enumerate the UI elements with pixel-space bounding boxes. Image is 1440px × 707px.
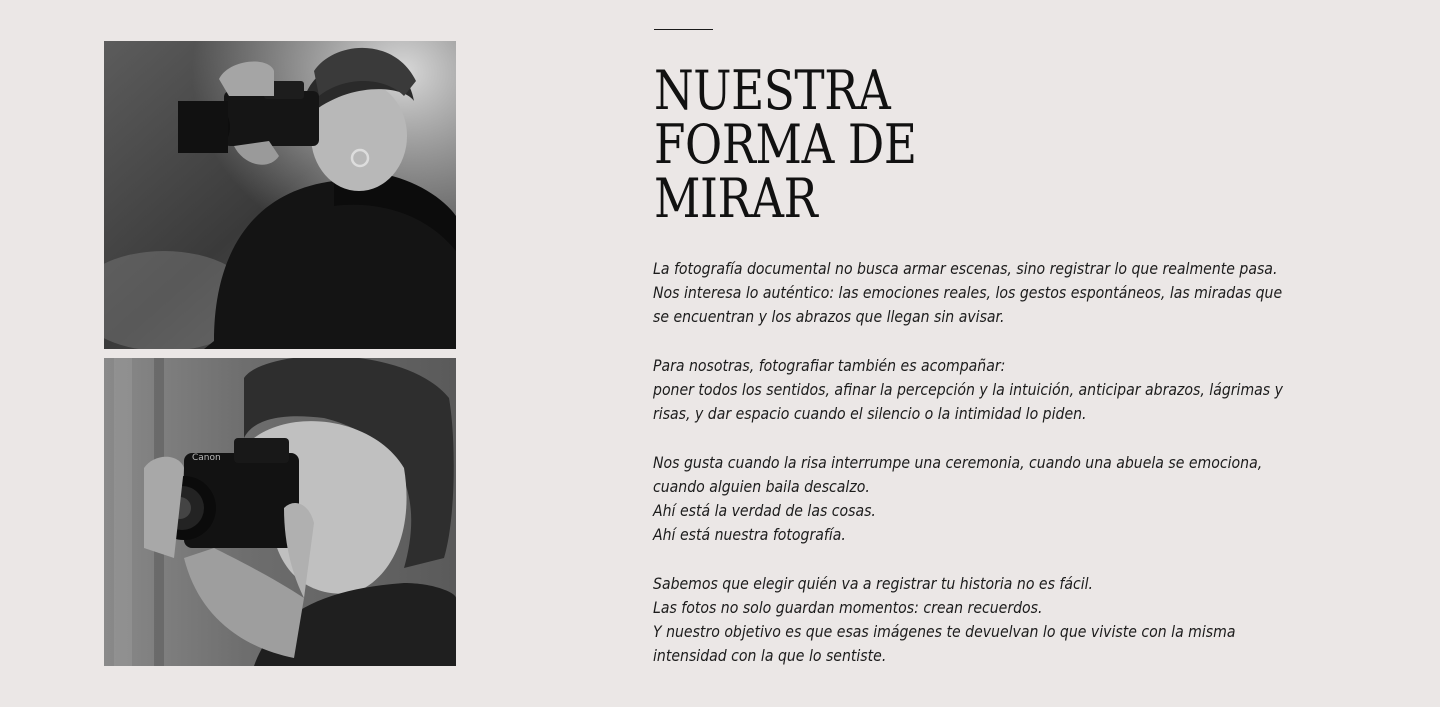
photographer-portrait-image <box>104 41 456 349</box>
svg-text:Canon: Canon <box>192 453 221 463</box>
text-line: se encuentran y los abrazos que llegan sin avisar. <box>653 307 1005 327</box>
section-body <box>653 257 1393 668</box>
title-line: FORMA DE <box>654 113 917 176</box>
text-line: intensidad con la que lo sentiste. <box>653 646 887 666</box>
text-line: Ahí está nuestra fotografía. <box>653 525 846 545</box>
text-line: Sabemos que elegir quién va a registrar tu historia no es fácil. <box>653 573 1094 593</box>
section-title <box>654 59 917 230</box>
text-line: cuando alguien baila descalzo. <box>653 476 870 496</box>
paragraph <box>653 257 1393 330</box>
text-line: Nos gusta cuando la risa interrumpe una ceremonia, cuando una abuela se emociona, <box>653 452 1263 472</box>
paragraph <box>653 572 1393 669</box>
title-divider <box>654 29 713 30</box>
text-line: Y nuestro objetivo es que esas imágenes te devuelvan lo que viviste con la misma <box>653 622 1236 641</box>
text-line: Para nosotras, fotografiar también es acompañar: <box>653 355 1006 375</box>
text-line: La fotografía documental no busca armar escenas, sino registrar lo que realmente pasa. <box>653 259 1278 278</box>
title-line: MIRAR <box>654 167 818 230</box>
photo-photographer-1 <box>104 41 456 349</box>
photographer-portrait-image <box>104 358 456 666</box>
text-line: poner todos los sentidos, afinar la percepción y la intuición, anticipar abrazos, lágrimas y <box>653 380 1283 399</box>
photo-photographer-2 <box>104 358 456 666</box>
paragraph <box>653 451 1393 548</box>
paragraph <box>653 354 1393 427</box>
text-line: Ahí está la verdad de las cosas. <box>653 501 876 520</box>
title-line: NUESTRA <box>654 59 891 122</box>
text-line: Las fotos no solo guardan momentos: crean recuerdos. <box>653 597 1043 617</box>
text-line: Nos interesa lo auténtico: las emociones reales, los gestos espontáneos, las miradas que <box>653 283 1283 303</box>
text-line: risas, y dar espacio cuando el silencio o la intimidad lo piden. <box>653 404 1087 424</box>
